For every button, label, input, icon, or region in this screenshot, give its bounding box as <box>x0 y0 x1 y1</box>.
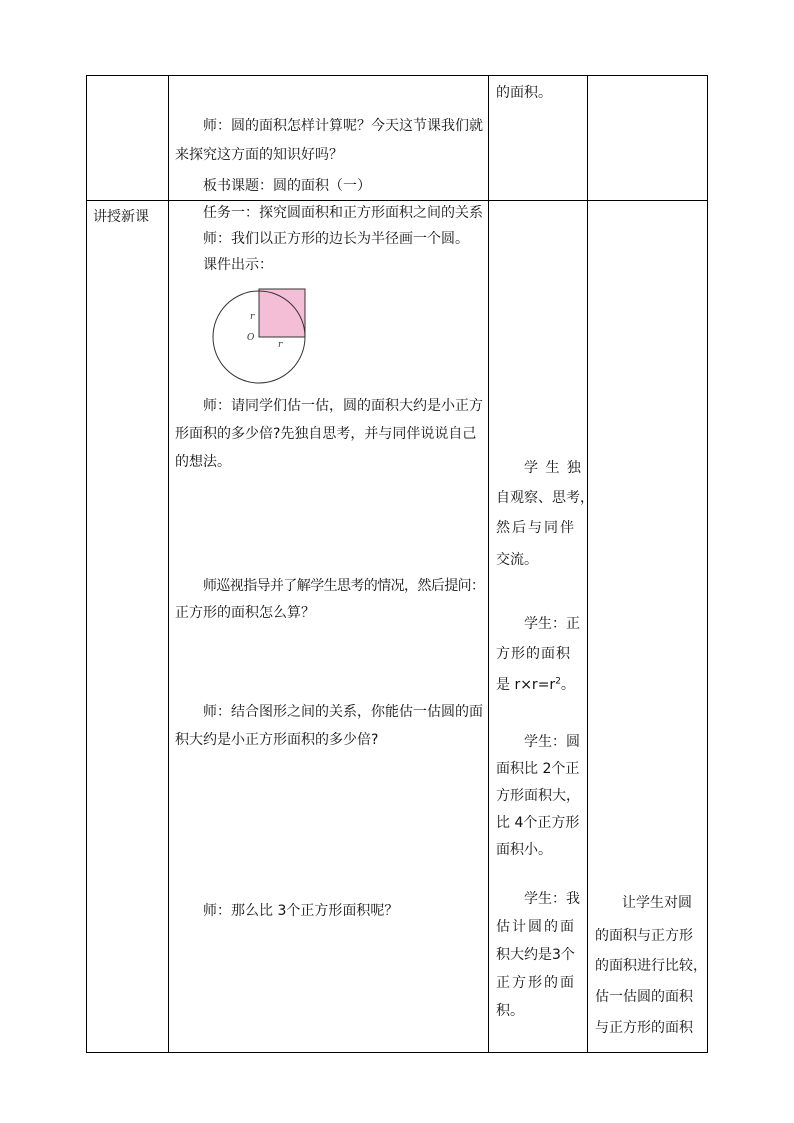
teacher-relation-line-2: 积大约是小正方形面积的多少倍? <box>175 732 379 748</box>
student-response-3-line-2: 面积比 2个正 <box>496 761 580 777</box>
student-response-2-line-2: 方形的面积 <box>496 646 571 662</box>
student-response-1-line-4: 交流。 <box>496 552 538 568</box>
student-response-3-line-5: 面积小。 <box>496 842 552 858</box>
student-response-3-line-1: 学生：圆 <box>524 734 580 750</box>
teacher-relation-line-1: 师：结合图形之间的关系，你能估一估圆的面 <box>203 704 483 720</box>
intent-line-4: 估一估圆的面积 <box>595 989 693 1005</box>
student-response-3-line-3: 方形面积大， <box>496 788 580 804</box>
task-heading: 任务一：探究圆面积和正方形面积之间的关系 <box>203 205 483 221</box>
radius-label-horizontal: r <box>278 340 283 350</box>
table-bottom-border <box>86 1052 708 1053</box>
courseware-label: 课件出示： <box>203 257 273 273</box>
student-response-2-line-1: 学生：正 <box>524 616 580 632</box>
column-divider-1 <box>168 75 169 1053</box>
board-title: 板书课题：圆的面积（一） <box>203 178 371 194</box>
circle-square-figure <box>205 283 315 388</box>
teacher-estimate-line-2: 形面积的多少倍?先独自思考，并与同伴说说自己 <box>175 426 477 442</box>
intent-line-3: 的面积进行比较， <box>595 958 707 974</box>
area-formula-end: 。 <box>560 677 575 693</box>
intent-line-2: 的面积与正方形 <box>595 928 693 944</box>
teacher-estimate-line-1: 师：请同学们估一估，圆的面积大约是小正方 <box>203 398 483 414</box>
teacher-guide-line-2: 正方形的面积怎么算？ <box>175 605 315 621</box>
student-response-1-line-2: 自观察、思考， <box>496 490 594 506</box>
table-left-border <box>86 75 87 1053</box>
previous-row-continuation: 的面积。 <box>496 85 552 101</box>
teacher-intro-line-2: 来探究这方面的知识好吗？ <box>175 147 343 163</box>
area-formula-exponent: 2 <box>555 676 561 687</box>
teacher-three-squares: 师：那么比 3个正方形面积呢？ <box>203 903 399 919</box>
student-response-1-line-1: 学 生 独 <box>524 460 581 476</box>
area-formula: 是 r×r=r <box>496 677 556 693</box>
student-response-4-line-5: 积。 <box>496 1003 524 1019</box>
radius-label-vertical: r <box>250 312 255 322</box>
table-top-border <box>86 75 708 76</box>
student-response-4-line-1: 学生：我 <box>524 891 580 907</box>
row-divider <box>86 200 708 201</box>
teacher-draw-instruction: 师：我们以正方形的边长为半径画一个圆。 <box>203 231 469 247</box>
intent-line-1: 让学生对圆 <box>622 895 692 911</box>
student-response-2-line-3 <box>496 675 575 695</box>
section-label: 讲授新课 <box>93 209 149 225</box>
student-response-1-line-3: 然后与同伴 <box>496 520 576 536</box>
student-response-4-line-4: 正方形的面 <box>496 975 576 991</box>
origin-label: O <box>247 333 255 343</box>
intent-line-5: 与正方形的面积 <box>595 1020 693 1036</box>
column-divider-3 <box>587 75 588 1053</box>
student-response-4-line-3: 积大约是3个 <box>496 947 575 963</box>
table-right-border <box>707 75 708 1053</box>
student-response-3-line-4: 比 4个正方形 <box>496 815 580 831</box>
column-divider-2 <box>488 75 489 1053</box>
teacher-guide-line-1: 师巡视指导并了解学生思考的情况，然后提问： <box>203 578 485 594</box>
student-response-4-line-2: 估计圆的面 <box>496 919 576 935</box>
teacher-intro-line-1: 师：圆的面积怎样计算呢？今天这节课我们就 <box>203 118 483 134</box>
teacher-estimate-line-3: 的想法。 <box>175 454 231 470</box>
